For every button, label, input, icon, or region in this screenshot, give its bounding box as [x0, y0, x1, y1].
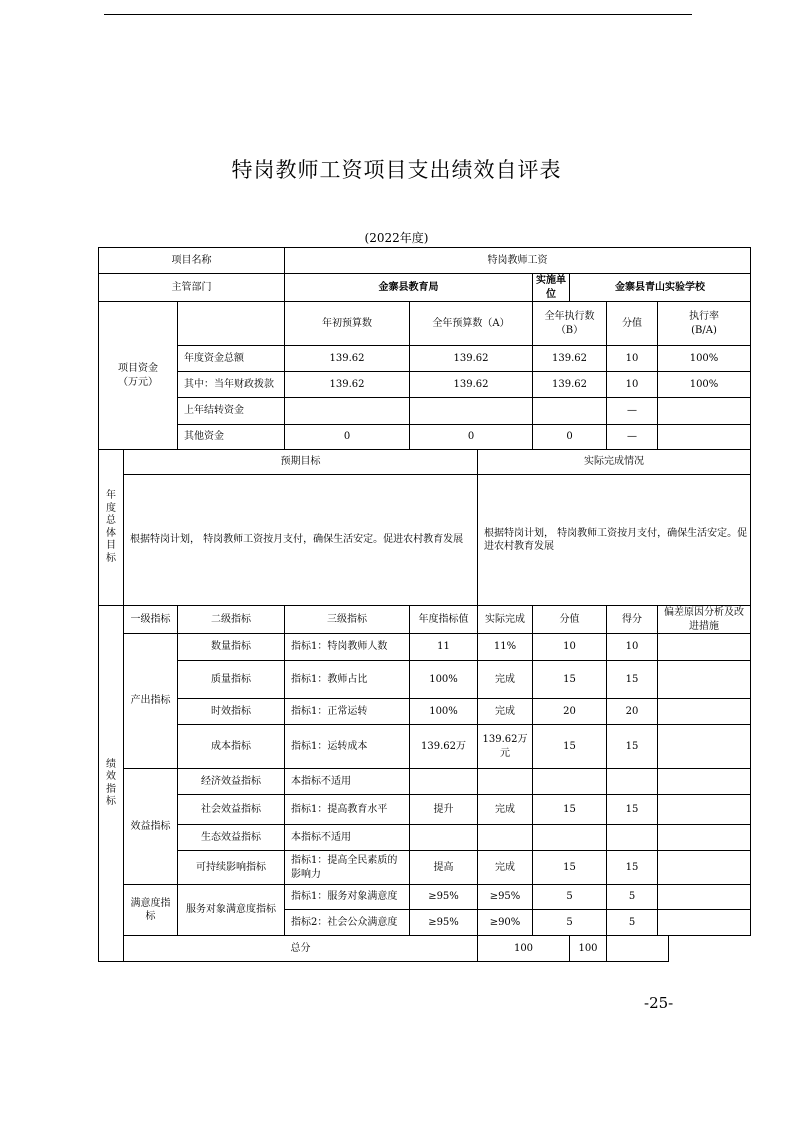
indicator-note — [658, 699, 751, 725]
goals-label-char: 体 — [106, 527, 116, 539]
indicator-l2: 经济效益指标 — [178, 769, 285, 795]
indicator-score: 15 — [607, 725, 658, 769]
indicator-l3: 指标1：运转成本 — [285, 725, 410, 769]
goals-label-char: 标 — [106, 552, 116, 564]
indicator-target: 11 — [410, 634, 478, 661]
indicator-weight: 5 — [533, 910, 607, 936]
funds-row-score-value: 10 — [607, 346, 658, 372]
indicator-note — [658, 795, 751, 825]
indicator-note — [658, 769, 751, 795]
indicators-label-char: 标 — [106, 796, 116, 807]
indicator-header: 一级指标 — [124, 606, 178, 634]
goals-label-char: 总 — [106, 515, 116, 526]
page-title: 特岗教师工资项目支出绩效自评表 — [231, 158, 562, 182]
indicator-weight — [533, 825, 607, 851]
funds-row-annual: 139.62 — [410, 372, 533, 398]
indicators-label-char: 绩 — [106, 758, 116, 770]
indicator-header: 分值 — [533, 606, 607, 634]
indicator-actual — [478, 769, 533, 795]
indicator-actual: ≥90% — [478, 910, 533, 936]
funds-row-rate — [658, 425, 751, 450]
indicator-actual: 139.62万元 — [478, 725, 533, 769]
funds-header-annual: 全年预算数（A） — [410, 302, 533, 346]
indicator-l3: 指标1：提高教育水平 — [285, 795, 410, 825]
indicator-actual: 11% — [478, 634, 533, 661]
indicator-score — [607, 825, 658, 851]
funds-row-rate — [658, 398, 751, 425]
indicator-weight: 15 — [533, 795, 607, 825]
indicator-score: 5 — [607, 885, 658, 910]
funds-row-annual — [410, 398, 533, 425]
dept-value: 金寨县教育局 — [285, 274, 533, 302]
indicator-actual — [478, 825, 533, 851]
indicator-l2: 服务对象满意度指标 — [178, 885, 285, 936]
indicator-weight: 15 — [533, 661, 607, 699]
funds-unit: （万元） — [118, 376, 158, 388]
funds-row-initial: 139.62 — [285, 372, 410, 398]
indicator-header: 年度指标值 — [410, 606, 478, 634]
indicator-score: 10 — [607, 634, 658, 661]
funds-header-rate-line1: 执行率 — [689, 311, 719, 322]
project-name-value: 特岗教师工资 — [285, 248, 751, 274]
indicator-weight: 15 — [533, 725, 607, 769]
indicator-header: 二级指标 — [178, 606, 285, 634]
indicator-score: 5 — [607, 910, 658, 936]
indicator-actual: ≥95% — [478, 885, 533, 910]
indicator-weight — [533, 769, 607, 795]
indicators-section-label — [99, 606, 124, 962]
indicator-actual: 完成 — [478, 699, 533, 725]
indicator-l2: 数量指标 — [178, 634, 285, 661]
indicator-score: 15 — [607, 795, 658, 825]
indicator-header: 实际完成 — [478, 606, 533, 634]
funds-row-rate: 100% — [658, 346, 751, 372]
indicator-l3: 指标2：社会公众满意度 — [285, 910, 410, 936]
funds-row-initial — [285, 398, 410, 425]
indicator-target: ≥95% — [410, 885, 478, 910]
indicator-actual: 完成 — [478, 795, 533, 825]
funds-row-label: 上年结转资金 — [178, 398, 285, 425]
goals-expected-text: 根据特岗计划， 特岗教师工资按月支付，确保生活安定。促进农村教育发展 — [124, 475, 478, 606]
goals-label-char: 目 — [106, 540, 116, 551]
funds-row-initial: 139.62 — [285, 346, 410, 372]
indicator-header: 得分 — [607, 606, 658, 634]
indicator-l3: 本指标不适用 — [285, 769, 410, 795]
indicator-score: 15 — [607, 851, 658, 885]
indicator-target — [410, 769, 478, 795]
funds-row-label: 其他资金 — [178, 425, 285, 450]
indicator-l2: 时效指标 — [178, 699, 285, 725]
indicator-l3: 指标1：教师占比 — [285, 661, 410, 699]
funds-header-initial: 年初预算数 — [285, 302, 410, 346]
indicator-note — [658, 851, 751, 885]
indicator-note — [658, 725, 751, 769]
indicator-weight: 5 — [533, 885, 607, 910]
goals-actual-header: 实际完成情况 — [478, 450, 751, 475]
page-number: -25- — [644, 994, 674, 1012]
funds-header-rate — [658, 302, 751, 346]
indicator-score: 15 — [607, 661, 658, 699]
report-year: (2022年度) — [364, 231, 429, 245]
indicator-actual: 完成 — [478, 851, 533, 885]
indicator-note — [658, 825, 751, 851]
indicator-note — [658, 910, 751, 936]
indicator-group-output: 产出指标 — [124, 634, 178, 769]
funds-row-annual: 0 — [410, 425, 533, 450]
indicator-l3: 指标1：正常运转 — [285, 699, 410, 725]
funds-section-label — [99, 302, 178, 450]
total-label: 总分 — [124, 936, 478, 962]
dept-label: 主管部门 — [99, 274, 285, 302]
goals-label-char: 年 — [106, 490, 116, 501]
indicator-score: 20 — [607, 699, 658, 725]
indicator-l3: 指标1：服务对象满意度 — [285, 885, 410, 910]
funds-row-executed: 139.62 — [533, 346, 607, 372]
indicator-header: 偏差原因分析及改进措施 — [658, 606, 751, 634]
total-note — [607, 936, 669, 962]
evaluation-grid — [98, 247, 751, 962]
funds-row-label: 其中：当年财政拨款 — [178, 372, 285, 398]
indicator-weight: 15 — [533, 851, 607, 885]
indicator-note — [658, 634, 751, 661]
indicator-weight: 20 — [533, 699, 607, 725]
funds-row-score-value: — — [607, 425, 658, 450]
funds-row-initial: 0 — [285, 425, 410, 450]
indicator-l3: 指标1：特岗教师人数 — [285, 634, 410, 661]
funds-header-blank — [178, 302, 285, 346]
indicator-group-benefit: 效益指标 — [124, 769, 178, 885]
indicator-target: 100% — [410, 661, 478, 699]
indicator-l3: 本指标不适用 — [285, 825, 410, 851]
goals-label-char: 度 — [106, 502, 116, 514]
indicators-label-char: 指 — [106, 783, 116, 795]
funds-header-rate-line2: (B/A) — [691, 324, 717, 336]
indicator-target: 提高 — [410, 851, 478, 885]
indicator-note — [658, 885, 751, 910]
indicator-note — [658, 661, 751, 699]
indicator-target — [410, 825, 478, 851]
indicator-l2: 质量指标 — [178, 661, 285, 699]
funds-header-score-value: 分值 — [607, 302, 658, 346]
funds-row-rate: 100% — [658, 372, 751, 398]
impl-label: 实施单位 — [533, 274, 570, 302]
indicator-score — [607, 769, 658, 795]
indicator-weight: 10 — [533, 634, 607, 661]
header-rule — [104, 14, 692, 15]
indicator-l2: 生态效益指标 — [178, 825, 285, 851]
funds-row-executed: 0 — [533, 425, 607, 450]
indicator-header: 三级指标 — [285, 606, 410, 634]
funds-row-executed: 139.62 — [533, 372, 607, 398]
indicator-l2: 社会效益指标 — [178, 795, 285, 825]
indicator-group-satisfaction: 满意度指标 — [124, 885, 178, 936]
funds-row-label: 年度资金总额 — [178, 346, 285, 372]
indicator-actual: 完成 — [478, 661, 533, 699]
goals-section-label — [99, 450, 124, 606]
goals-actual-text: 根据特岗计划， 特岗教师工资按月支付，确保生活安定。促进农村教育发展 — [478, 475, 751, 606]
indicator-l2: 成本指标 — [178, 725, 285, 769]
total-score: 100 — [570, 936, 607, 962]
indicators-label-char: 效 — [106, 771, 116, 782]
goals-expected-header: 预期目标 — [124, 450, 478, 475]
funds-header-executed: 全年执行数（B） — [533, 302, 607, 346]
impl-value: 金寨县青山实验学校 — [570, 274, 751, 302]
project-name-label: 项目名称 — [99, 248, 285, 274]
indicator-target: 100% — [410, 699, 478, 725]
indicator-target: 提升 — [410, 795, 478, 825]
indicator-l2: 可持续影响指标 — [178, 851, 285, 885]
funds-row-executed — [533, 398, 607, 425]
funds-row-annual: 139.62 — [410, 346, 533, 372]
funds-row-score-value: 10 — [607, 372, 658, 398]
funds-label: 项目资金 — [118, 363, 158, 374]
indicator-target: ≥95% — [410, 910, 478, 936]
total-weight: 100 — [478, 936, 570, 962]
funds-row-score-value: — — [607, 398, 658, 425]
indicator-target: 139.62万 — [410, 725, 478, 769]
indicator-l3: 指标1：提高全民素质的影响力 — [285, 851, 410, 885]
